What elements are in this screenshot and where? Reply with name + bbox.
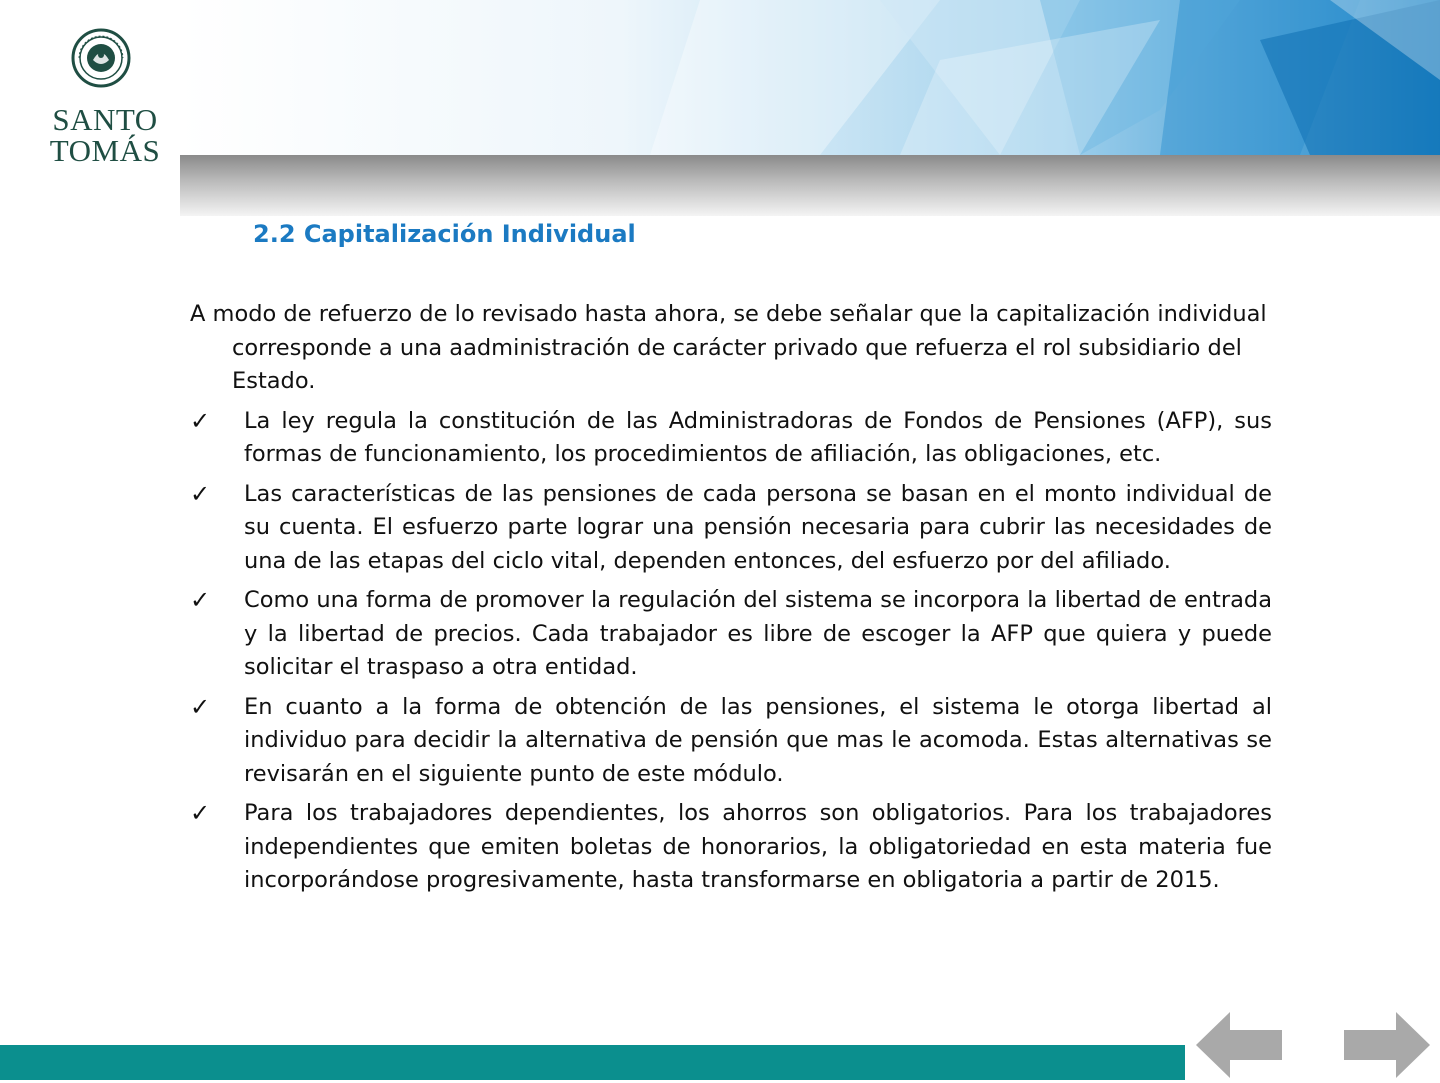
- bullet-text: Las características de las pensiones de cada persona se basan en el monto individual de su cuenta. El esfuerzo parte lograr una pensión necesaria para cubrir las necesidades de una de las etapas del ciclo vital, dependen entonces, del esfuerzo por del afiliado.: [244, 480, 1272, 574]
- footer-bar: [0, 1045, 1185, 1080]
- bullet-item: [190, 405, 1272, 472]
- checkmark-icon: ✓: [190, 406, 211, 435]
- santo-tomas-logo: [30, 22, 170, 172]
- bullet-text: Para los trabajadores dependientes, los ahorros son obligatorios. Para los trabajadores independientes que emiten boletas de honorarios, la obligatoriedad en esta materia fue incorporándose progresivamente, hasta transformarse en obligatoria a partir de 2015.: [244, 800, 1272, 893]
- previous-slide-button[interactable]: [1196, 1012, 1286, 1078]
- bullet-text: Como una forma de promover la regulación del sistema se incorpora la libertad de entrada y la libertad de precios. Cada trabajador es libre de escoger la AFP que quiera y puede solicitar el traspaso a otra entidad.: [244, 587, 1272, 680]
- seal-icon: [71, 28, 131, 88]
- slide-subtitle: 2.2 Capitalización Individual: [253, 220, 636, 248]
- bullet-item: [190, 797, 1272, 898]
- next-slide-button[interactable]: [1340, 1012, 1430, 1078]
- bullet-item: [190, 584, 1272, 685]
- checkmark-icon: ✓: [190, 586, 211, 614]
- checkmark-icon: ✓: [190, 479, 211, 508]
- header-banner: [180, 0, 1440, 216]
- slide-body: [190, 298, 1272, 904]
- wordmark-line-1: SANTO: [52, 102, 158, 137]
- wordmark-line-2: TOMÁS: [49, 133, 161, 168]
- bullet-item: [190, 478, 1272, 579]
- intro-paragraph: A modo de refuerzo de lo revisado hasta ahora, se debe señalar que la capitalización individual corresponde a una aadministración de carácter privado que refuerza el rol subsidiario del Estado.: [190, 301, 1267, 394]
- checkmark-icon: ✓: [190, 799, 211, 827]
- wordmark: [30, 104, 180, 166]
- bullet-text: En cuanto a la forma de obtención de las pensiones, el sistema le otorga libertad al individuo para decidir la alternativa de pensión que mas le acomoda. Estas alternativas se revisarán en el siguiente punto de este módulo.: [244, 693, 1272, 787]
- bullet-item: [190, 691, 1272, 792]
- checkmark-icon: ✓: [190, 692, 211, 721]
- arrow-left-icon: [1196, 1012, 1286, 1078]
- banner-graphic: [180, 0, 1440, 216]
- bullet-text: La ley regula la constitución de las Administradoras de Fondos de Pensiones (AFP), sus formas de funcionamiento, los procedimientos de afiliación, las obligaciones, etc.: [244, 407, 1272, 467]
- arrow-right-icon: [1340, 1012, 1430, 1078]
